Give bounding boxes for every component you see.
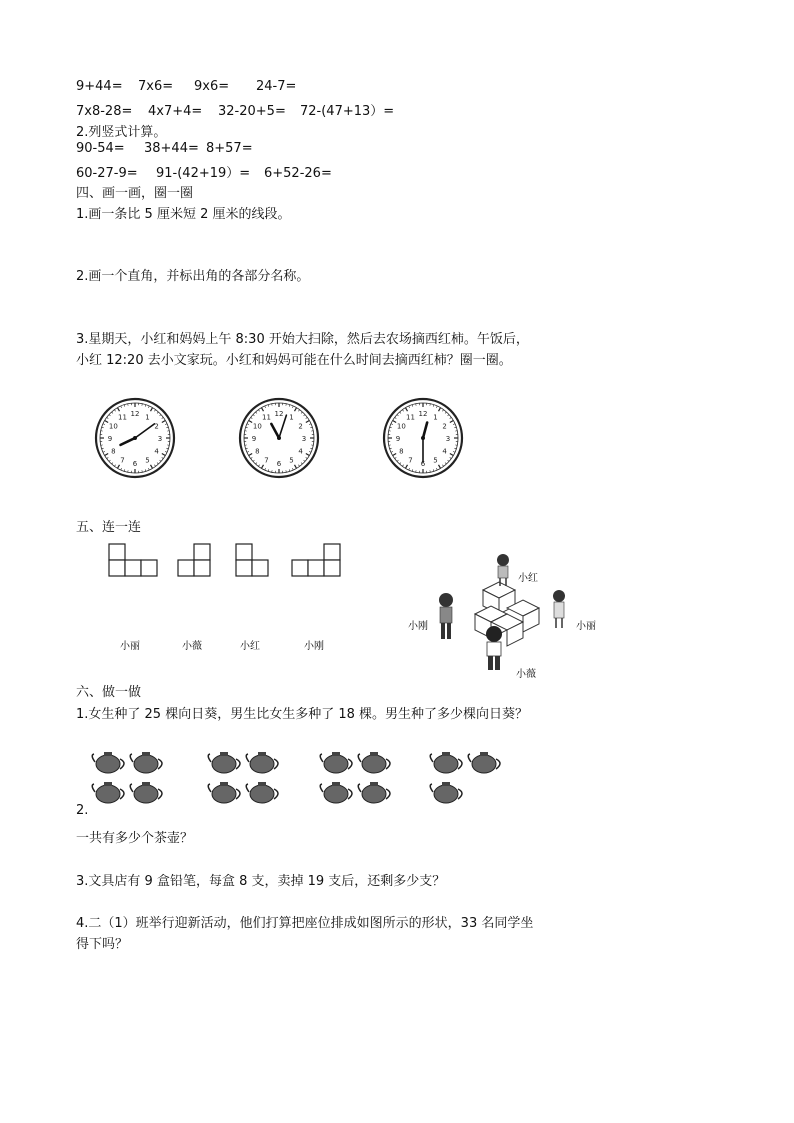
cube-arrangement-illustration	[428, 548, 588, 678]
cube-label-right: 小丽	[576, 621, 596, 632]
teapot-body	[434, 785, 458, 803]
calc-row-2	[76, 100, 394, 119]
teapot-spout	[92, 754, 95, 762]
clock-number: 12	[274, 410, 284, 418]
teapot-handle	[348, 789, 352, 799]
clock-number: 1	[145, 413, 150, 422]
teapot-icon	[208, 782, 240, 803]
cube-label-left: 小刚	[408, 621, 428, 632]
clock-number: 5	[433, 456, 438, 465]
teapot-spout	[468, 754, 471, 762]
teapot-handle	[496, 759, 500, 769]
clock-number: 8	[399, 447, 404, 456]
teapot-lid	[258, 752, 266, 756]
section6-q3: 3.文具店有 9 盒铅笔，每盒 8 支，卖掉 19 支后，还剩多少支？	[76, 874, 446, 889]
calc-item: 8+57=	[206, 141, 253, 156]
teapot-icon	[430, 752, 462, 773]
teapot-spout	[208, 784, 211, 792]
clock-number: 12	[418, 410, 428, 418]
teapot-spout	[246, 784, 249, 792]
calc-item: 4x7+4=	[148, 104, 203, 119]
calc-item: 7x8-28=	[76, 104, 133, 119]
clock-number: 11	[118, 413, 127, 422]
teapot-lid	[104, 782, 112, 786]
clock-number: 8	[255, 447, 260, 456]
teapot-lid	[332, 752, 340, 756]
teapot-body	[250, 785, 274, 803]
section4-q2: 2.画一个直角，并标出角的各部分名称。	[76, 269, 310, 284]
teapot-handle	[348, 759, 352, 769]
calc-item: 38+44=	[144, 141, 199, 156]
block-shape-2	[176, 542, 214, 578]
clock-number: 6	[420, 460, 426, 468]
clock-number: 9	[395, 435, 401, 443]
teapot-lid	[220, 782, 228, 786]
teapot-handle	[158, 759, 162, 769]
section4-q1: 1.画一条比 5 厘米短 2 厘米的线段。	[76, 207, 291, 222]
clock-center	[133, 436, 137, 440]
teapot-spout	[208, 754, 211, 762]
block-shape-4	[290, 542, 342, 578]
clock-2[interactable]	[237, 396, 321, 480]
clock-number: 7	[264, 456, 269, 465]
section4-q3-line1: 3.星期天，小红和妈妈上午 8:30 开始大扫除，然后去农场摘西红柿。午饭后，	[76, 332, 529, 347]
calc-item: 24-7=	[256, 79, 297, 94]
clock-number: 3	[157, 435, 163, 443]
teapot-groups	[90, 748, 530, 810]
teapot-body	[134, 755, 158, 773]
teapot-lid	[142, 782, 150, 786]
teapot-icon	[246, 752, 278, 773]
block-shape-3	[234, 542, 272, 578]
teapot-icon	[468, 752, 500, 773]
clock-center	[277, 436, 281, 440]
teapot-lid	[258, 782, 266, 786]
teapot-handle	[274, 789, 278, 799]
clock-number: 11	[406, 413, 415, 422]
shape-label: 小薇	[182, 641, 202, 652]
section6-q2-number: 2.	[76, 803, 89, 818]
clock-number: 4	[442, 447, 447, 456]
teapot-icon	[92, 752, 124, 773]
teapot-spout	[430, 754, 433, 762]
clock-3[interactable]	[381, 396, 465, 480]
teapot-handle	[236, 759, 240, 769]
teapot-icon	[130, 782, 162, 803]
section6-heading: 六、做一做	[76, 685, 142, 700]
shape-label: 小刚	[304, 641, 324, 652]
teapot-body	[324, 755, 348, 773]
clock-number: 4	[298, 447, 303, 456]
teapot-icon	[130, 752, 162, 773]
teapot-handle	[274, 759, 278, 769]
clock-number: 2	[298, 422, 303, 431]
calc-item: 7x6=	[138, 79, 174, 94]
section6-q1: 1.女生种了 25 棵向日葵，男生比女生多种了 18 棵。男生种了多少棵向日葵？	[76, 707, 529, 722]
clock-number: 7	[120, 456, 125, 465]
clock-number: 10	[252, 422, 262, 431]
teapot-lid	[370, 752, 378, 756]
teapot-body	[472, 755, 496, 773]
cube-label-bottom: 小薇	[516, 669, 536, 680]
vertical-row-1	[76, 141, 253, 156]
clock-number: 9	[107, 435, 113, 443]
calc-item: 90-54=	[76, 141, 125, 156]
clock-number: 12	[130, 410, 140, 418]
clock-number: 5	[145, 456, 150, 465]
clock-number: 1	[289, 413, 294, 422]
teapot-body	[434, 755, 458, 773]
teapot-lid	[104, 752, 112, 756]
teapot-icon	[92, 782, 124, 803]
calc-item: 91-(42+19）=	[156, 166, 251, 181]
clock-center	[421, 436, 425, 440]
teapot-icon	[246, 782, 278, 803]
teapot-handle	[386, 789, 390, 799]
teapot-body	[212, 755, 236, 773]
teapot-lid	[142, 752, 150, 756]
teapot-handle	[458, 789, 462, 799]
section4-heading: 四、画一画，圈一圈	[76, 186, 194, 201]
section5-heading: 五、连一连	[76, 520, 142, 535]
teapot-body	[96, 755, 120, 773]
teapot-icon	[358, 782, 390, 803]
clock-number: 5	[289, 456, 294, 465]
teapot-icon	[320, 782, 352, 803]
teapot-spout	[320, 754, 323, 762]
teapot-handle	[120, 789, 124, 799]
teapot-spout	[430, 784, 433, 792]
clock-number: 7	[408, 456, 413, 465]
teapot-lid	[442, 752, 450, 756]
section6-q2-text: 一共有多少个茶壶？	[76, 831, 194, 846]
teapot-body	[212, 785, 236, 803]
teapot-handle	[458, 759, 462, 769]
calc-item: 6+52-26=	[264, 166, 332, 181]
clock-number: 11	[262, 413, 271, 422]
calc-item: 32-20+5=	[218, 104, 286, 119]
calc-item: 60-27-9=	[76, 166, 138, 181]
teapot-lid	[220, 752, 228, 756]
teapot-spout	[246, 754, 249, 762]
clock-number: 10	[396, 422, 406, 431]
teapot-lid	[332, 782, 340, 786]
section6-q4-line2: 得下吗？	[76, 937, 129, 952]
teapot-spout	[130, 754, 133, 762]
cube-label-top: 小红	[518, 573, 538, 584]
teapot-spout	[92, 784, 95, 792]
clock-number: 6	[132, 460, 138, 468]
teapot-lid	[480, 752, 488, 756]
teapot-body	[362, 755, 386, 773]
section2-title: 2.列竖式计算。	[76, 125, 167, 140]
clock-number: 2	[154, 422, 159, 431]
clock-number: 1	[433, 413, 438, 422]
teapot-spout	[130, 784, 133, 792]
vertical-row-2	[76, 162, 332, 181]
calc-item: 9x6=	[194, 79, 230, 94]
teapot-body	[134, 785, 158, 803]
teapot-handle	[120, 759, 124, 769]
teapot-spout	[358, 754, 361, 762]
teapot-body	[96, 785, 120, 803]
calc-row-1	[76, 79, 296, 94]
clock-number: 8	[111, 447, 116, 456]
clock-number: 9	[251, 435, 257, 443]
block-shape-1	[107, 542, 159, 578]
teapot-spout	[358, 784, 361, 792]
calc-item: 72-(47+13）=	[300, 104, 395, 119]
teapot-spout	[320, 784, 323, 792]
section6-q4-line1: 4.二（1）班举行迎新活动，他们打算把座位排成如图所示的形状，33 名同学坐	[76, 916, 534, 931]
clock-number: 6	[276, 460, 282, 468]
teapot-body	[250, 755, 274, 773]
clock-number: 3	[301, 435, 307, 443]
teapot-handle	[236, 789, 240, 799]
clock-number: 10	[108, 422, 118, 431]
shape-label: 小丽	[120, 641, 140, 652]
teapot-icon	[358, 752, 390, 773]
section4-q3-line2: 小红 12:20 去小文家玩。小红和妈妈可能在什么时间去摘西红柿？圈一圈。	[76, 353, 512, 368]
clock-number: 3	[445, 435, 451, 443]
clock-number: 2	[442, 422, 447, 431]
teapot-handle	[158, 789, 162, 799]
teapot-body	[362, 785, 386, 803]
shape-label: 小红	[240, 641, 260, 652]
calc-item: 9+44=	[76, 79, 123, 94]
clock-number: 4	[154, 447, 159, 456]
teapot-lid	[370, 782, 378, 786]
teapot-lid	[442, 782, 450, 786]
teapot-handle	[386, 759, 390, 769]
teapot-body	[324, 785, 348, 803]
teapot-icon	[430, 782, 462, 803]
clock-1[interactable]	[93, 396, 177, 480]
teapot-icon	[320, 752, 352, 773]
teapot-icon	[208, 752, 240, 773]
